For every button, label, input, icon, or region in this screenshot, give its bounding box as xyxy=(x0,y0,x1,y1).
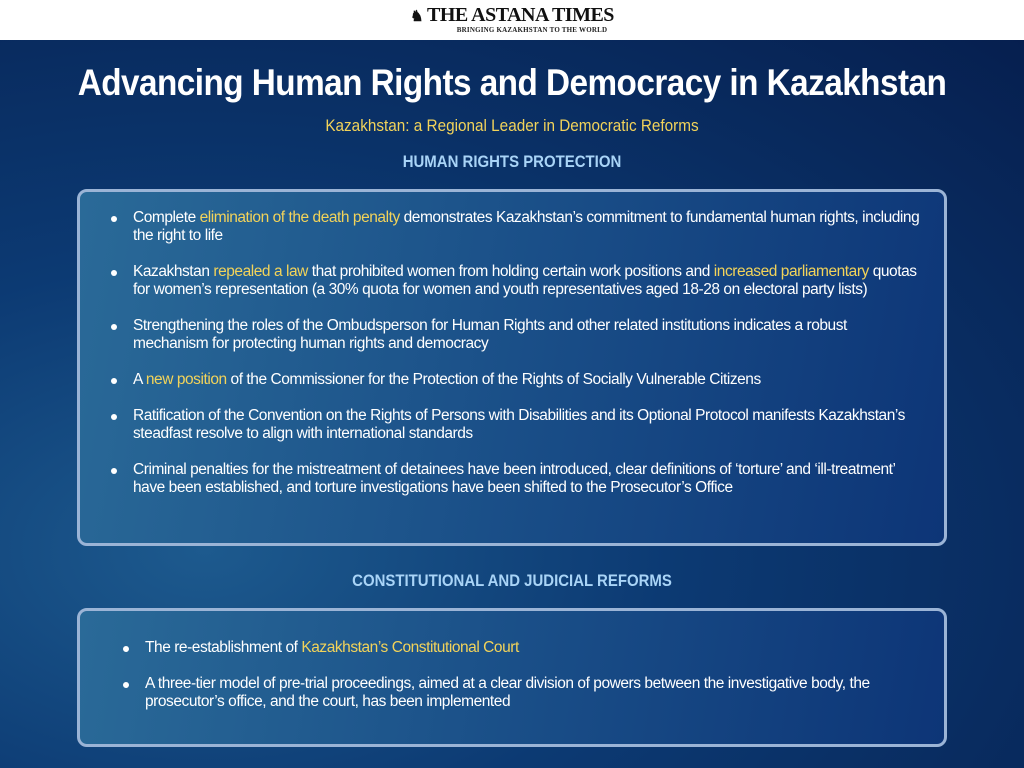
judicial-reforms-box xyxy=(77,608,947,747)
tagline: BRINGING KAZAKHSTAN TO THE WORLD xyxy=(456,26,608,34)
infographic xyxy=(0,40,1024,768)
text: Complete xyxy=(133,209,200,226)
highlight-text: elimination of the death penalty xyxy=(199,209,400,226)
text: The re-establishment of xyxy=(145,639,302,656)
logo-text: THE ASTANA TIMES xyxy=(427,4,614,26)
list-item: Ratification of the Convention on the Rights of Persons with Disabilities and its Optional Protocol manifests Kazakhstan’s steadfast resolve to align with international standards xyxy=(133,407,924,443)
page-title: Advancing Human Rights and Democracy in Kazakhstan xyxy=(77,62,947,103)
text: Kazakhstan xyxy=(133,263,214,280)
subtitle: Kazakhstan: a Regional Leader in Democratic Reforms xyxy=(325,116,699,135)
masthead xyxy=(0,0,1024,40)
text: that prohibited women from holding certain work positions and xyxy=(307,263,714,280)
human-rights-box xyxy=(77,189,947,546)
list-item: Criminal penalties for the mistreatment of detainees have been introduced, clear definitions of ‘torture’ and ‘ill-treatment’ have been established, and torture investigations have been shifted to the Prosecutor’s Office xyxy=(133,461,924,497)
list-item xyxy=(133,371,924,389)
text: A xyxy=(133,371,146,388)
logo[interactable] xyxy=(0,5,1024,27)
list-item: A three-tier model of pre-trial proceedings, aimed at a clear division of powers between the investigative body, the prosecutor’s office, and the court, has been implemented xyxy=(145,675,920,711)
highlight-text: Kazakhstan’s Constitutional Court xyxy=(301,639,519,656)
list-item: Strengthening the roles of the Ombudsperson for Human Rights and other related institutions indicates a robust mechanism for protecting human rights and democracy xyxy=(133,317,924,353)
section-heading-judicial-reforms: CONSTITUTIONAL AND JUDICIAL REFORMS xyxy=(352,571,672,590)
highlight-text: repealed a law xyxy=(213,263,308,280)
text: of the Commissioner for the Protection of the Rights of Socially Vulnerable Citizens xyxy=(226,371,761,388)
horse-rider-icon: ♞ xyxy=(410,9,424,25)
list-item xyxy=(133,209,924,245)
text: demonstrates Kazakhstan’s commitment to fundamental human rights, including the right to life xyxy=(133,209,920,244)
text: quotas for women’s representation (a 30% quota for women and youth representatives aged 18-28 on electoral party lists) xyxy=(133,263,917,298)
section-heading-human-rights: HUMAN RIGHTS PROTECTION xyxy=(402,152,622,171)
list-item xyxy=(145,639,920,657)
list-item xyxy=(133,263,924,299)
highlight-text: new position xyxy=(145,371,227,388)
highlight-text: increased parliamentary xyxy=(713,263,869,280)
